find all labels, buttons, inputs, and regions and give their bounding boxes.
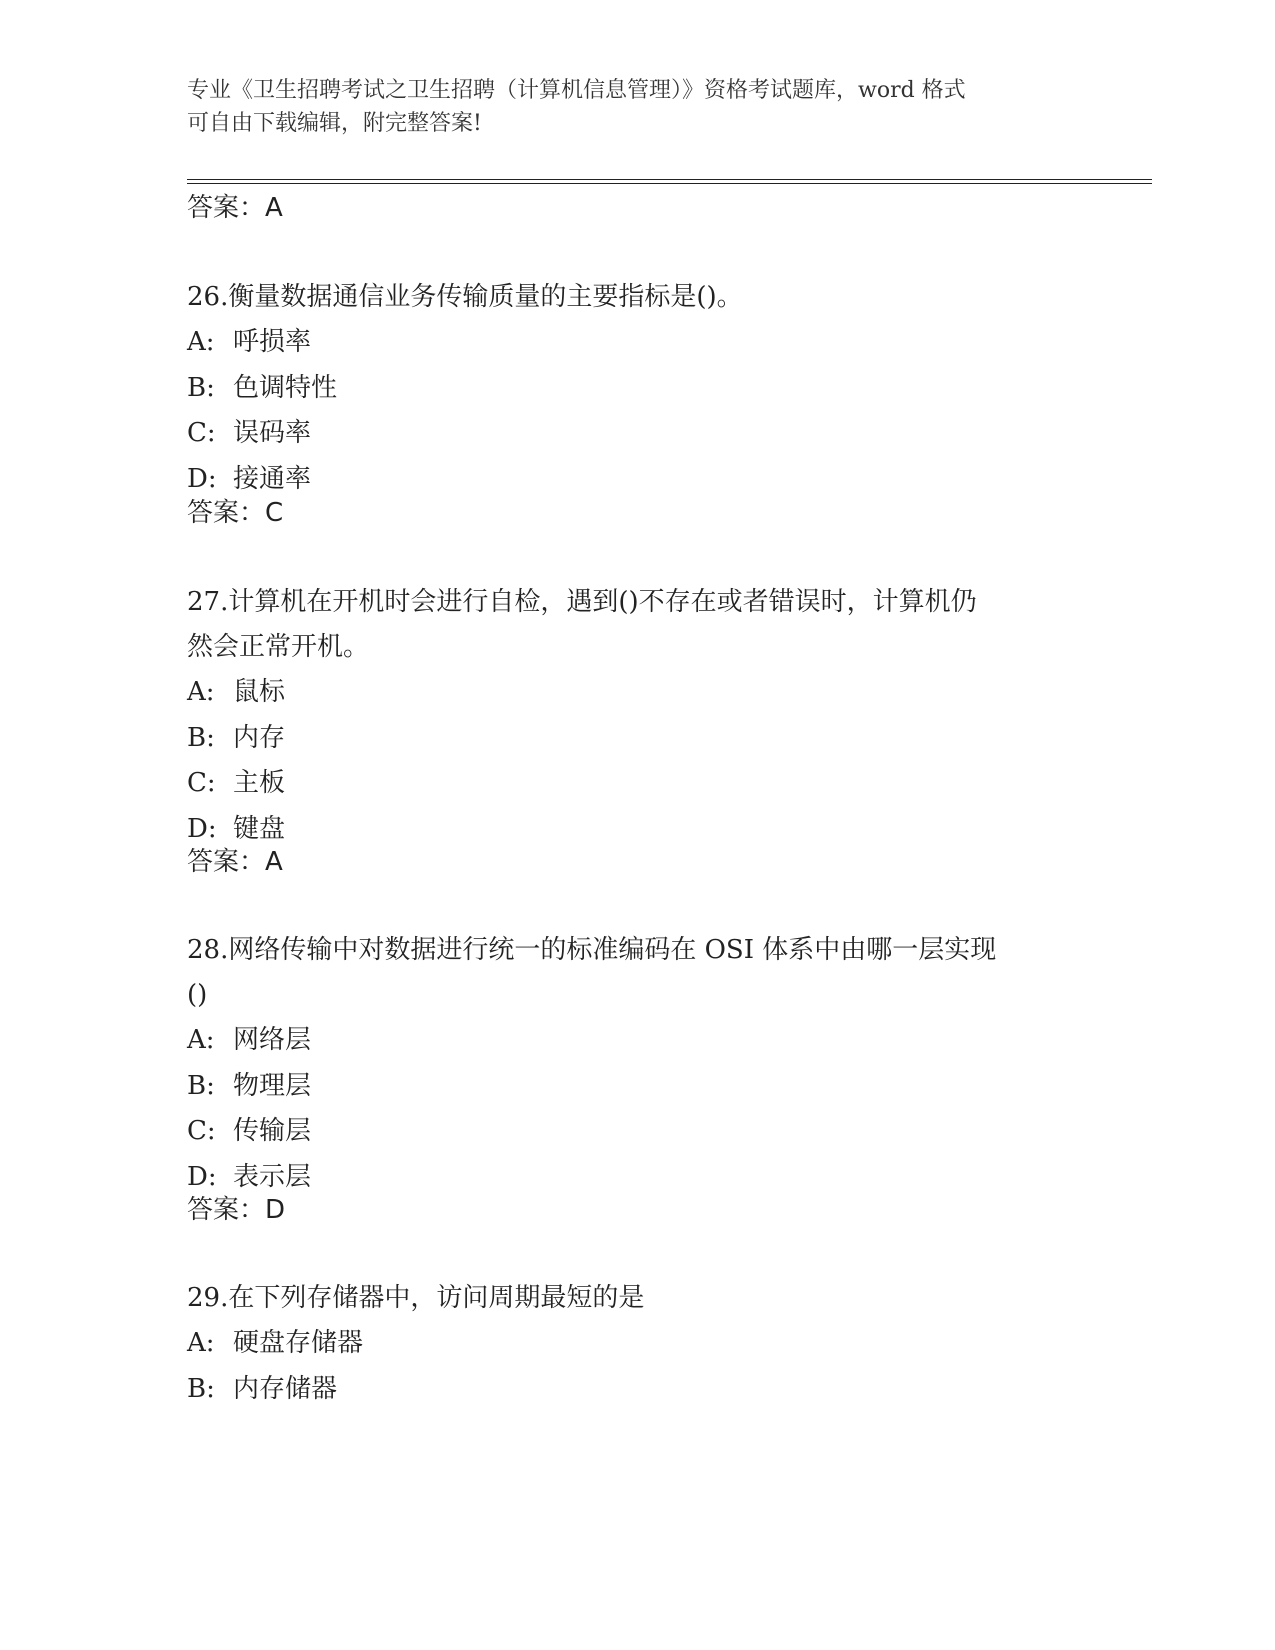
question-27	[187, 580, 1087, 852]
question-stem-line: 29.在下列存储器中，访问周期最短的是	[187, 1283, 645, 1313]
question-stem-line: 28.网络传输中对数据进行统一的标准编码在 OSI 体系中由哪一层实现	[187, 935, 997, 965]
question-stem-line: 27.计算机在开机时会进行自检，遇到()不存在或者错误时，计算机仍	[187, 587, 977, 617]
option-letter: A:	[187, 677, 215, 707]
header-divider-top	[187, 179, 1152, 180]
option-letter: A:	[187, 1328, 215, 1358]
answer-28: 答案：D	[187, 1195, 286, 1225]
question-28	[187, 928, 1087, 1200]
question-stem	[187, 1276, 1087, 1321]
question-29	[187, 1276, 1087, 1412]
option-letter: C:	[187, 418, 216, 448]
option-text: 硬盘存储器	[233, 1328, 364, 1358]
header-line-2: 可自由下载编辑，附完整答案!	[187, 111, 482, 136]
option-text: 内存	[233, 722, 286, 753]
question-stem-line: 然会正常开机。	[187, 632, 370, 662]
option-b	[187, 716, 1087, 762]
question-stem-line: 26.衡量数据通信业务传输质量的主要指标是()。	[187, 282, 743, 312]
option-a	[187, 1321, 1087, 1367]
option-b	[187, 1367, 1087, 1413]
option-text: 键盘	[233, 813, 286, 844]
option-a	[187, 320, 1087, 366]
option-letter: B:	[187, 372, 215, 403]
option-text: 传输层	[233, 1116, 312, 1146]
option-text: 表示层	[233, 1161, 312, 1192]
option-text: 主板	[233, 768, 286, 798]
option-a	[187, 1018, 1087, 1064]
option-c	[187, 411, 1087, 457]
option-text: 物理层	[233, 1070, 312, 1101]
question-stem	[187, 275, 1087, 320]
question-stem-line: ()	[187, 980, 208, 1010]
option-text: 呼损率	[233, 327, 312, 357]
option-d	[187, 1155, 1087, 1201]
option-letter: C:	[187, 768, 216, 798]
document-header	[187, 74, 1087, 140]
header-line-1: 专业《卫生招聘考试之卫生招聘（计算机信息管理）》资格考试题库，word 格式	[187, 78, 966, 103]
option-letter: A:	[187, 1025, 215, 1055]
header-divider-bottom	[187, 183, 1152, 184]
question-stem	[187, 928, 1087, 1018]
option-c	[187, 1109, 1087, 1155]
option-letter: B:	[187, 1373, 215, 1404]
option-letter: D:	[187, 813, 217, 844]
option-d	[187, 457, 1087, 503]
answer-26: 答案：C	[187, 498, 284, 528]
option-d	[187, 807, 1087, 853]
option-letter: C:	[187, 1116, 216, 1146]
option-text: 接通率	[233, 463, 312, 494]
option-letter: B:	[187, 722, 215, 753]
question-stem	[187, 580, 1087, 670]
option-b	[187, 366, 1087, 412]
option-b	[187, 1064, 1087, 1110]
answer-previous: 答案：A	[187, 193, 283, 223]
question-26	[187, 275, 1087, 502]
option-text: 色调特性	[233, 372, 338, 403]
answer-27: 答案：A	[187, 847, 283, 877]
option-text: 内存储器	[233, 1373, 338, 1404]
option-text: 鼠标	[233, 677, 286, 707]
option-letter: D:	[187, 463, 217, 494]
option-a	[187, 670, 1087, 716]
option-letter: B:	[187, 1070, 215, 1101]
option-letter: A:	[187, 327, 215, 357]
option-c	[187, 761, 1087, 807]
option-letter: D:	[187, 1161, 217, 1192]
option-text: 误码率	[233, 418, 312, 448]
option-text: 网络层	[233, 1025, 312, 1055]
